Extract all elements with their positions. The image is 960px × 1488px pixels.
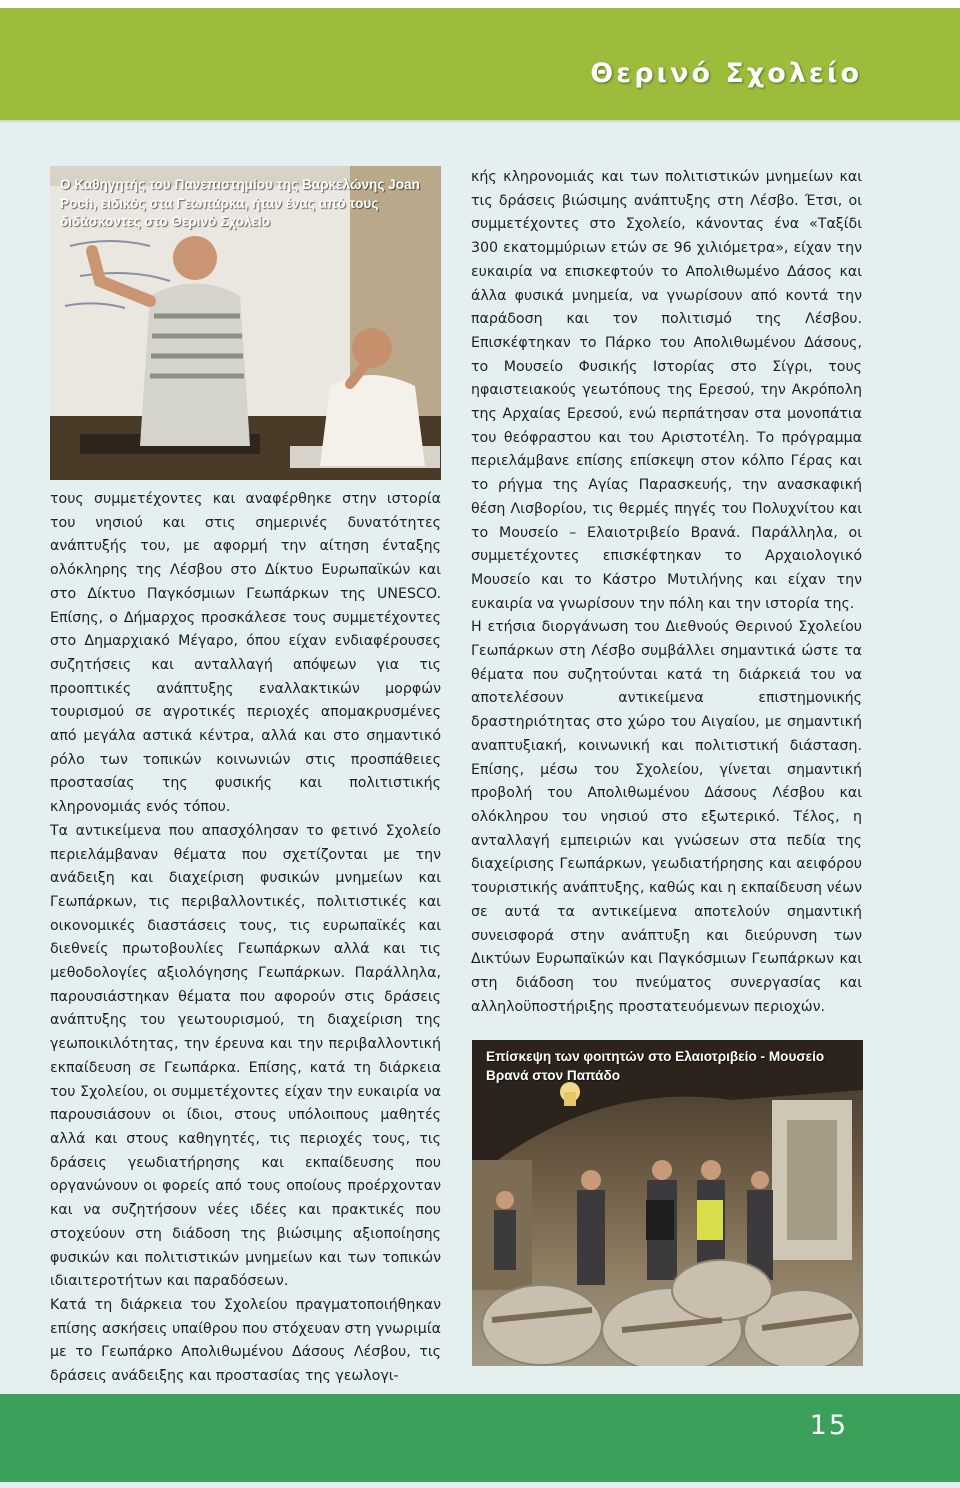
right-paragraph-2: Η ετήσια διοργάνωση του Διεθνούς Θερινού Σχολείου Γεωπάρκων στη Λέσβο συμβάλλει σημαντικά ώστε τα θέματα που συζητούνται κατά τη διάρκειά του να αποτελέσουν αντικείμενα επιστημονικής δραστηριότητας στο χώρο του Αιγαίου, με σημαντική αναπτυξιακή, κοινωνική και πολιτιστική διάσταση. Επίσης, μέσω του Σχολείου, γίνεται σημαντική προβολή του Απολιθωμένου Δάσους Λέσβου και ολόκληρου του νησιού στο εξωτερικό. Τέλος, η ανταλλαγή εμπειριών και γνώσεων στα πεδία της διαχείρισης Γεωπάρκων, γεωδιατήρησης και αειφόρου τουριστικής ανάπτυξης, καθώς και η εκπαίδευση νέων σε αυτά τα αντικείμενα αποτελούν σημαντική συνεισφορά στην ανάπτυξη και διεύρυνση των Δικτύων Ευρωπαϊκών και Παγκόσμιων Γεωπάρκων και στη διάδοση του πνεύματος συνεργασίας και αλληλοϋποστήριξης προστατευόμενων περιοχών. bbox=[471, 619, 862, 1015]
section-title: Θερινό Σχολείο bbox=[590, 58, 862, 89]
header-bar bbox=[0, 8, 960, 122]
left-paragraph-3: Κατά τη διάρκεια του Σχολείου πραγματοποιήθηκαν επίσης ασκήσεις υπαίθρου που στόχευαν στη γνωριμία με το Γεωπάρκο Απολιθωμένου Δάσους Λέσβου, τις δράσεις ανάδειξης και προστασίας της γεωλογι- bbox=[50, 1296, 441, 1385]
top-white-band bbox=[0, 0, 960, 8]
right-paragraph-1: κής κληρονομιάς και των πολιτιστικών μνημείων και τις δράσεις βιώσιμης ανάπτυξης στη Λέσβο. Έτσι, οι συμμετέχοντες στο Σχολείο, κάνοντας ένα «Ταξίδι 300 εκατομμύριων ετών σε 96 χιλιόμετρα», είχαν την ευκαιρία να επισκεφτούν το Απολιθωμένο Δάσος και άλλα φυσικά μνημεία, να γνωρίσουν από κοντά την παράδοση και τον πολιτισμό της Λέσβου. Επισκέφτηκαν το Πάρκο του Απολιθωμένου Δάσους, το Μουσείο Φυσικής Ιστορίας στο Σίγρι, τους ηφαιστειακούς γεωτόπους της Ερεσού, την Ακρόπολη της Αρχαίας Ερεσού, ενώ περπάτησαν στα μονοπάτια του θεόφραστου και του Αριστοτέλη. Το πρόγραμμα περιελάμβανε επίσης επίσκεψη στον κόλπο Γέρας και το ρήγμα της Αγίας Παρασκευής, την ανασκαφική θέση Λισβορίου, τις θερμές πηγές του Πολυχνίτου και το Μουσείο – Ελαιοτριβείο Βρανά. Παράλληλα, οι συμμετέχοντες επισκέφτηκαν το Αρχαιολογικό Μουσείο και το Κάστρο Μυτιλήνης και είχαν την ευκαιρία να γνωρίσουν την πόλη και την ιστορία της. bbox=[471, 169, 862, 612]
lecture-photo-caption: Ο Καθηγητής του Πανεπιστημίου της Βαρκελώνης Joan Poch, ειδικός στα Γεωπάρκα, ήταν ένας από τους διδάσκοντες στο Θερινό Σχολείο bbox=[60, 177, 420, 229]
left-text-column bbox=[50, 488, 441, 1389]
lecture-photo bbox=[50, 166, 441, 480]
right-text-column bbox=[471, 166, 862, 1019]
footer-bar bbox=[0, 1394, 960, 1482]
museum-photo-caption: Επίσκεψη των φοιτητών στο Ελαιοτριβείο - Μουσείο Βρανά στον Παπάδο bbox=[486, 1049, 825, 1083]
museum-visit-photo bbox=[472, 1040, 863, 1366]
page-number: 15 bbox=[809, 1410, 848, 1441]
left-paragraph-2: Τα αντικείμενα που απασχόλησαν το φετινό Σχολείο περιελάμβαναν θέματα που σχετίζονται με την ανάδειξη και διαχείριση φυσικών μνημείων και Γεωπάρκων, τις περιβαλλοντικές, πολιτιστικές και οικονομικές διαστάσεις τους, τις ευρωπαϊκές και διεθνείς πρωτοβουλίες Γεωπάρκων αλλά και τις μεθοδολογίες αξιολόγησης Γεωπάρκων. Παράλληλα, παρουσιάστηκαν θέματα που αφορούν στις δράσεις ανάπτυξης του γεωτουρισμού, τη διαχείριση της γεωποικιλότητας, την έρευνα και την περιβαλλοντική εκπαίδευση σε Γεωπάρκα. Επίσης, κατά τη διάρκεια του Σχολείου, οι συμμετέχοντες είχαν την ευκαιρία να παρουσιάσουν οι ίδιοι, στους υπόλοιπους μαθητές αλλά και στους καθηγητές, τις περιοχές τους, τις δράσεις γεωδιατήρησης και εκπαίδευσης που οργανώνουν οι φορείς από τους οποίους προέρχονταν και να συζητήσουν νέες ιδέες και πρακτικές που στοχεύουν στη διάδοση της βιώσιμης αξιοποίησης φυσικών και πολιτιστικών μνημείων και των τοπικών ιδιαιτεροτήτων και παραδόσεων. bbox=[50, 822, 441, 1290]
left-paragraph-1: τους συμμετέχοντες και αναφέρθηκε στην ιστορία του νησιού και στις σημερινές δυνατότητες ανάπτυξής του, με αφορμή την αίτηση ένταξης ολόκληρης της Λέσβου στο Δίκτυο Ευρωπαϊκών και στο Δίκτυο Παγκόσμιων Γεωπάρκων της UNESCO. Επίσης, ο Δήμαρχος προσκάλεσε τους συμμετέχοντες στο Δημαρχιακό Μέγαρο, όπου είχαν ενδιαφέρουσες συζητήσεις και ανταλλαγή απόψεων για τις προοπτικές ανάπτυξης εναλλακτικών μορφών τουρισμού σε αγροτικές περιοχές απομακρυσμένες από μεγάλα αστικά κέντρα, αλλά και στο σημαντικό ρόλο των τοπικών κοινωνιών στις προσπάθειες προστασίας της φυσικής και πολιτιστικής κληρονομιάς ενός τόπου. bbox=[50, 491, 441, 816]
museum-visit-illustration bbox=[472, 1040, 863, 1366]
